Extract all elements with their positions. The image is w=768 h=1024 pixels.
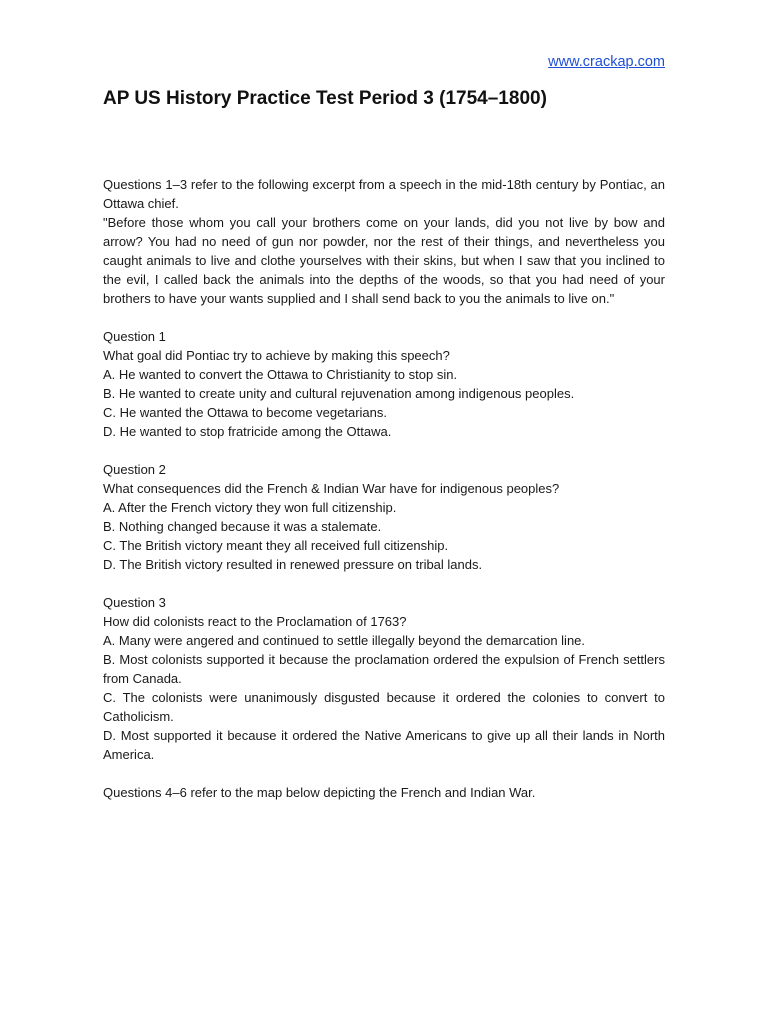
question-prompt: What goal did Pontiac try to achieve by making this speech? bbox=[103, 348, 450, 363]
answer-option: A. Many were angered and continued to settle illegally beyond the demarcation line. bbox=[103, 633, 586, 648]
answer-option: B. He wanted to create unity and cultural rejuvenation among indigenous peoples. bbox=[103, 386, 575, 401]
question-label: Question 2 bbox=[103, 462, 166, 477]
answer-option: B. Nothing changed because it was a stalemate. bbox=[103, 519, 382, 534]
question-2 bbox=[103, 460, 665, 574]
answer-option: D. Most supported it because it ordered the Native Americans to give up all their lands in North America. bbox=[103, 728, 665, 762]
question-label: Question 3 bbox=[103, 595, 166, 610]
question-label: Question 1 bbox=[103, 329, 166, 344]
answer-option: D. The British victory resulted in renewed pressure on tribal lands. bbox=[103, 557, 483, 572]
answer-option: D. He wanted to stop fratricide among the Ottawa. bbox=[103, 424, 392, 439]
pontiac-quote: "Before those whom you call your brothers come on your lands, did you not live by bow and arrow? You had no need of gun nor powder, nor the rest of their things, and nevertheless you caught animals to live and clothe yourselves with their skins, but when I saw that you inclined to the evil, I called back the animals into the depths of the woods, so that you had need of your brothers to have your wants supplied and I shall send back to you the animals to live on." bbox=[103, 215, 665, 306]
question-prompt: What consequences did the French & Indian War have for indigenous peoples? bbox=[103, 481, 560, 496]
answer-option: A. He wanted to convert the Ottawa to Christianity to stop sin. bbox=[103, 367, 458, 382]
answer-option: B. Most colonists supported it because the proclamation ordered the expulsion of French settlers from Canada. bbox=[103, 652, 665, 686]
answer-option: C. He wanted the Ottawa to become vegetarians. bbox=[103, 405, 387, 420]
question-1 bbox=[103, 327, 665, 441]
answer-option: C. The colonists were unanimously disgusted because it ordered the colonies to convert to Catholicism. bbox=[103, 690, 665, 724]
question-3 bbox=[103, 593, 665, 764]
map-reference-note: Questions 4–6 refer to the map below depicting the French and Indian War. bbox=[103, 785, 536, 800]
answer-option: A. After the French victory they won full citizenship. bbox=[103, 500, 397, 515]
answer-option: C. The British victory meant they all received full citizenship. bbox=[103, 538, 449, 553]
intro-lead: Questions 1–3 refer to the following excerpt from a speech in the mid-18th century by Pontiac, an Ottawa chief. bbox=[103, 177, 665, 211]
page-title: AP US History Practice Test Period 3 (1754–1800) bbox=[103, 88, 547, 109]
question-prompt: How did colonists react to the Proclamation of 1763? bbox=[103, 614, 407, 629]
document-body bbox=[103, 175, 665, 802]
intro-passage bbox=[103, 175, 665, 308]
site-link[interactable]: www.crackap.com bbox=[548, 54, 665, 70]
